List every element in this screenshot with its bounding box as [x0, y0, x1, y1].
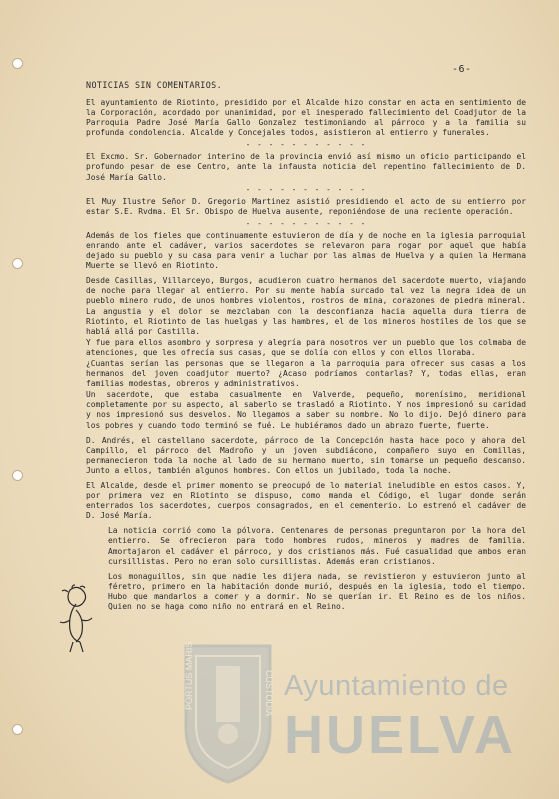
paragraph: El Excmo. Sr. Gobernador interino de la provincia envió así mismo un oficio participando el profundo pesar de ese Centro, ante la infausta noticia del repentino fallecimiento de D. José María Gallo.: [86, 152, 526, 182]
punch-hole: [12, 258, 23, 269]
watermark-line2: HUELVA: [284, 705, 516, 765]
paragraph: Y fue para ellos asombro y sorpresa y alegría para nosotros ver un pueblo que los colmaba de atenciones, que les ofrecía sus casas, que se dolía con ellos y con ellos lloraba.: [86, 337, 526, 357]
punch-hole: [12, 724, 23, 735]
page-title: NOTICIAS SIN COMENTARIOS.: [86, 80, 223, 90]
separator: - - - - - - - - - - -: [245, 184, 367, 194]
article-body: [86, 98, 526, 617]
paragraph: Además de los fieles que continuamente estuvieron de día y de noche en la iglesia parroquial enrando ante el cadáver, varios sacerdotes se relevaron para rogar por aquel que había dejado su pueblo y su casa para venir a luchar por las almas de Huelva y a quien la Hermana Muerte se llevó en Riotinto.: [86, 230, 526, 271]
watermark: [160, 640, 550, 790]
paragraph: El Muy Ilustre Señor D. Gregorio Martinez asistió presidiendo el acto de su entierro por estar S.E. Rvdma. El Sr. Obispo de Huelva ausente, reponiéndose de una reciente operación.: [86, 196, 526, 216]
paragraph: El Alcalde, desde el primer momento se preocupó de lo material ineludible en estos casos. Y, por primera vez en Riotinto se dispuso, como manda el Código, el lugar donde serán enterrados los sacerdotes, cuerpos consagrados, en el cementerio. Lo estrenó el cadáver de D. José María.: [86, 481, 526, 521]
child-sketch-icon: [56, 584, 96, 656]
punch-hole: [12, 58, 23, 69]
page-number: -6-: [452, 64, 472, 75]
separator: - - - - - - - - - - -: [245, 218, 367, 228]
paragraph: Desde Casillas, Villarceyo, Burgos, acudieron cuatro hermanos del sacerdote muerto, viajando de noche para llegar al entierro. Por su mente había surcado tal vez la negra idea de un pueblo minero rudo, de unos hombres violentos, rostros de mina, corazones de piedra mineral. La angustia y el dolor se mezclaban con la desconfianza hacia aquella dura tierra de Riotinto, el Riotinto de las huelgas y las hambres, el de los mineros hostiles de los que se hablá allá por Castilla.: [86, 276, 526, 336]
paragraph: El ayuntamiento de Riotinto, presidido por el Alcalde hizo constar en acta en sentimiento de la Corporación, acordado por unanimidad, por el inesperado fallecimiento del Coadjutor de la Parroquia Padre José María Gallo Gonzalez testimoniando al párroco y a la familia su profunda condolencia. Alcalde y Concejales todos, asistieron al entierro y funerales.: [86, 98, 526, 138]
separator: - - - - - - - - - - -: [245, 140, 367, 150]
shield-icon: [182, 640, 274, 786]
punch-hole: [12, 470, 23, 481]
shield-text-right: CUSTODIA: [264, 670, 274, 717]
paragraph: Los monaguillos, sin que nadie les dijera nada, se revistieron y estuvieron junto al féretro, primero en la habitación donde murió, después en la iglesia, todo el tiempo. Hubo que mandarlos a comer y a dormir. No se querían ir. El Reino es de los niños. Quien no se haga como niño no entrará en el Reino.: [108, 571, 526, 612]
watermark-line1: Ayuntamiento de: [284, 670, 509, 702]
shield-text-left: PORTUS MARIS: [184, 641, 194, 710]
paragraph: ¿Cuantas serían las personas que se llegaron a la parroquia para ofrecer sus casas a los hermanos del joven coadjutor muerto? ¿Acaso podríamos contarlas? Y, todas ellas, eran familias modestas, obreros y administrativos.: [86, 358, 526, 389]
paragraph: La noticia corrió como la pólvora. Centenares de personas preguntaron por la hora del entierro. Se ofrecieron para todo hombres rudos, mineros y madres de familia. Amortajaron el cadáver el párroco, y dos cristianos más. Fué casualidad que ambos eran cursillistas. Pero no eran solo cursillistas. Además eran cristianos.: [108, 526, 526, 566]
paragraph: Un sacerdote, que estaba casualmente en Valverde, pequeño, morenísimo, meridional completamente por su aspecto, al saberlo se trasladó a Riotinto. Y nos impresionó su caridad y nos impresionó sus desvelos. No llegamos a saber su nombre. No lo dijo. Dejó dinero para los pobres y cuando todo terminó se fué. Le hubiéramos dado un abrazo fuerte, fuerte.: [86, 390, 526, 430]
paragraph: D. Andrés, el castellano sacerdote, párroco de la Concepción hasta hace poco y ahora del Campillo, el párroco del Madroño y un joven subdiácono, compañero suyo en Comillas, permanecieron toda la noche al lado de su hermano muerto, sin tomarse un pequeño descanso. Junto a ellos, también algunos hombres. Con ellos un jubilado, toda la noche.: [86, 435, 526, 475]
